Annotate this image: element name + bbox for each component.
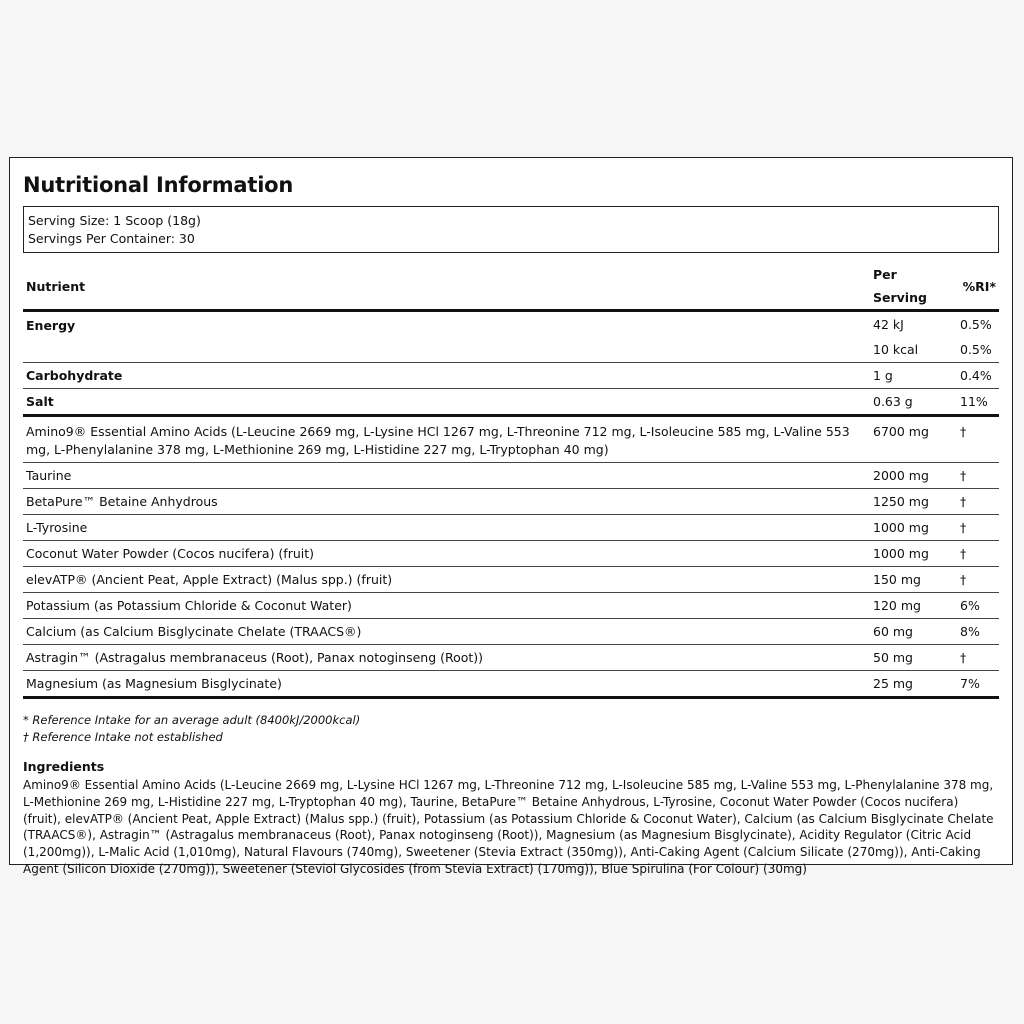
per-serving-value: 1000 mg bbox=[870, 515, 957, 541]
table-row bbox=[23, 489, 999, 515]
serving-size: Serving Size: 1 Scoop (18g) bbox=[28, 213, 201, 228]
nutrient-name: Magnesium (as Magnesium Bisglycinate) bbox=[23, 671, 870, 698]
table-row bbox=[23, 363, 999, 389]
nutrient-name: Taurine bbox=[23, 463, 870, 489]
per-serving-value: 1 g bbox=[870, 363, 957, 389]
energy-kcal-ri: 0.5% bbox=[960, 342, 992, 357]
ri-value: 7% bbox=[957, 671, 999, 698]
ri-value: 0.4% bbox=[957, 363, 999, 389]
energy-kj: 42 kJ bbox=[873, 317, 904, 332]
nutrient-name: Calcium (as Calcium Bisglycinate Chelate (TRAACS®) bbox=[23, 619, 870, 645]
ri-value: † bbox=[957, 416, 999, 463]
footnotes bbox=[23, 712, 999, 746]
ri-footnote: * Reference Intake for an average adult (8400kJ/2000kcal) bbox=[23, 713, 361, 727]
table-row bbox=[23, 515, 999, 541]
table-row bbox=[23, 671, 999, 698]
per-serving-value: 120 mg bbox=[870, 593, 957, 619]
nutrient-name: L-Tyrosine bbox=[23, 515, 870, 541]
header-ri: %RI* bbox=[962, 278, 996, 294]
header-nutrient: Nutrient bbox=[26, 278, 86, 294]
ri-value: † bbox=[957, 515, 999, 541]
table-row bbox=[23, 567, 999, 593]
table-row bbox=[23, 541, 999, 567]
ri-value: 11% bbox=[957, 389, 999, 416]
dagger-footnote: † Reference Intake not established bbox=[23, 730, 223, 744]
table-row bbox=[23, 619, 999, 645]
nutrient-name: elevATP® (Ancient Peat, Apple Extract) (Malus spp.) (fruit) bbox=[23, 567, 870, 593]
per-serving-value: 1250 mg bbox=[870, 489, 957, 515]
ri-value: † bbox=[957, 489, 999, 515]
table-row bbox=[23, 645, 999, 671]
energy-label: Energy bbox=[23, 311, 870, 363]
energy-kcal: 10 kcal bbox=[873, 342, 919, 357]
table-row bbox=[23, 416, 999, 463]
nutrition-table bbox=[23, 263, 999, 699]
table-header-row bbox=[23, 263, 999, 311]
ri-value: † bbox=[957, 541, 999, 567]
ingredients-heading: Ingredients bbox=[23, 759, 105, 774]
nutrient-name: BetaPure™ Betaine Anhydrous bbox=[23, 489, 870, 515]
nutrient-name: Potassium (as Potassium Chloride & Coconut Water) bbox=[23, 593, 870, 619]
per-serving-value: 0.63 g bbox=[870, 389, 957, 416]
ri-value: † bbox=[957, 645, 999, 671]
table-row bbox=[23, 463, 999, 489]
per-serving-value: 1000 mg bbox=[870, 541, 957, 567]
table-row-energy bbox=[23, 311, 999, 363]
ri-value: 6% bbox=[957, 593, 999, 619]
table-row bbox=[23, 389, 999, 416]
ri-value: 8% bbox=[957, 619, 999, 645]
header-per-serving: Per Serving bbox=[873, 267, 927, 305]
nutrient-name: Amino9® Essential Amino Acids (L-Leucine 2669 mg, L-Lysine HCl 1267 mg, L-Threonine 712 mg, L-Isoleucine 585 mg, L-Valine 553 mg, L-Phenylalanine 378 mg, L-Methionine 269 mg, L-Histidine 227 mg, L-Tryptophan 40 mg) bbox=[23, 416, 870, 463]
nutrient-name: Carbohydrate bbox=[23, 363, 870, 389]
nutrition-panel bbox=[9, 157, 1013, 876]
ri-value: † bbox=[957, 463, 999, 489]
servings-per-container: Servings Per Container: 30 bbox=[28, 231, 195, 246]
per-serving-value: 150 mg bbox=[870, 567, 957, 593]
ingredients-text: Amino9® Essential Amino Acids (L-Leucine 2669 mg, L-Lysine HCl 1267 mg, L-Threonine 712 mg, L-Isoleucine 585 mg, L-Valine 553 mg, L-Phenylalanine 378 mg, L-Methionine 269 mg, L-Histidine 227 mg, L-Tryptophan 40 mg), Taurine, BetaPure™ Betaine Anhydrous, L-Tyrosine, Coconut Water Powder (Cocos nucifera) (fruit), elevATP® (Ancient Peat, Apple Extract) (Malus spp.) (fruit), Potassium (as Potassium Chloride & Coconut Water), Calcium (as Calcium Bisglycinate Chelate (TRAACS®), Astragin™ (Astragalus membranaceus (Root), Panax notoginseng (Root)), Magnesium (as Magnesium Bisglycinate), Acidity Regulator (Citric Acid (1,200mg)), L-Malic Acid (1,010mg), Natural Flavours (740mg), Sweetener (Stevia Extract (350mg)), Anti-Caking Agent (Calcium Silicate (270mg)), Anti-Caking Agent (Silicon Dioxide (270mg)), Sweetener (Steviol Glycosides (from Stevia Extract) (170mg)), Blue Spirulina (For Colour) (30mg) bbox=[23, 778, 994, 876]
nutrient-name: Astragin™ (Astragalus membranaceus (Root), Panax notoginseng (Root)) bbox=[23, 645, 870, 671]
nutrient-name: Coconut Water Powder (Cocos nucifera) (fruit) bbox=[23, 541, 870, 567]
per-serving-value: 6700 mg bbox=[870, 416, 957, 463]
table-row bbox=[23, 593, 999, 619]
per-serving-value: 2000 mg bbox=[870, 463, 957, 489]
page-title: Nutritional Information bbox=[23, 173, 294, 197]
ri-value: † bbox=[957, 567, 999, 593]
per-serving-value: 60 mg bbox=[870, 619, 957, 645]
energy-kj-ri: 0.5% bbox=[960, 317, 992, 332]
nutrient-name: Salt bbox=[23, 389, 870, 416]
per-serving-value: 50 mg bbox=[870, 645, 957, 671]
serving-info-box bbox=[23, 206, 999, 253]
per-serving-value: 25 mg bbox=[870, 671, 957, 698]
